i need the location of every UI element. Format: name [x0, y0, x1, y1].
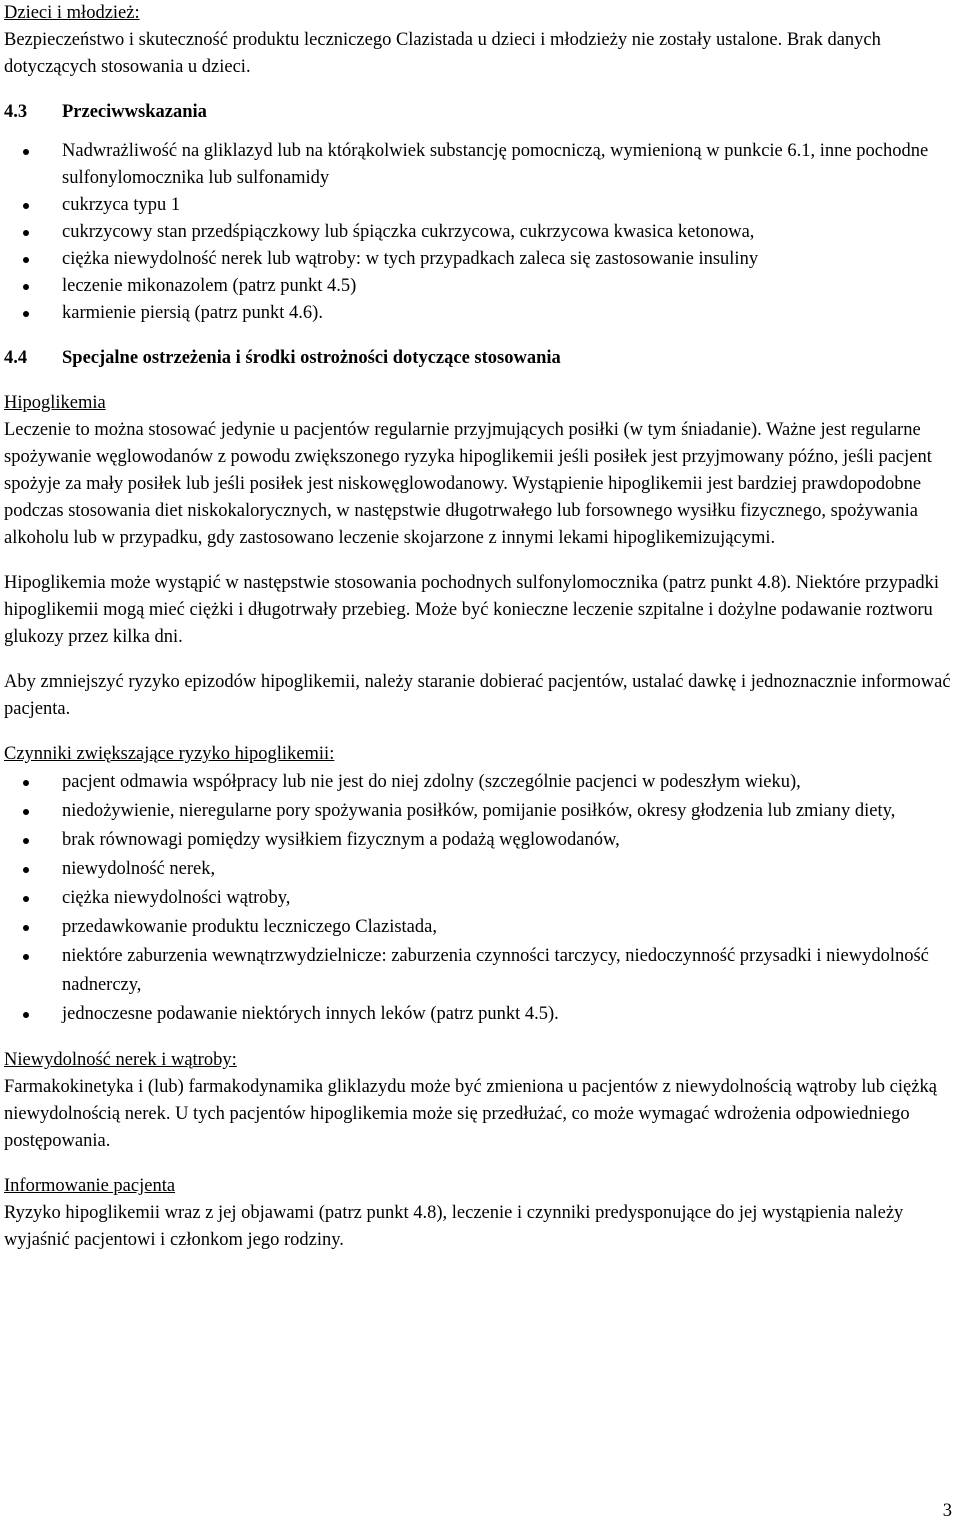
list-item: Nadwrażliwość na gliklazyd lub na którąkolwiek substancję pomocniczą, wymienioną w punkcie 6.1, inne pochodne sulfonylomocznika lub sulfonamidy [4, 138, 954, 192]
list-item: pacjent odmawia współpracy lub nie jest do niej zdolny (szczególnie pacjenci w podeszłym wieku), [4, 768, 954, 797]
list-item: leczenie mikonazolem (patrz punkt 4.5) [4, 273, 954, 300]
risk-factors-list [4, 768, 954, 1029]
list-item: niektóre zaburzenia wewnątrzwydzielnicze: zaburzenia czynności tarczycy, niedoczynność przysadki i niewydolność nadnerczy, [4, 942, 954, 1000]
list-item: ciężka niewydolność nerek lub wątroby: w tych przypadkach zaleca się zastosowanie insuliny [4, 246, 954, 273]
list-item: przedawkowanie produktu leczniczego Clazistada, [4, 913, 954, 942]
list-item: cukrzycowy stan przedśpiączkowy lub śpiączka cukrzycowa, cukrzycowa kwasica ketonowa, [4, 219, 954, 246]
page-number: 3 [942, 1501, 952, 1521]
hypoglycemia-paragraph-3: Aby zmniejszyć ryzyko epizodów hipoglikemii, należy staranie dobierać pacjentów, ustalać dawkę i jednoznacznie informować pacjenta. [4, 672, 951, 719]
document-page [4, 0, 954, 1254]
list-item: jednoczesne podawanie niektórych innych leków (patrz punkt 4.5). [4, 1000, 954, 1029]
list-item: niewydolność nerek, [4, 855, 954, 884]
list-item: ciężka niewydolności wątroby, [4, 884, 954, 913]
section-4-3-number: 4.3 [4, 102, 28, 122]
patient-info-heading: Informowanie pacjenta [4, 1176, 176, 1196]
children-text: Bezpieczeństwo i skuteczność produktu leczniczego Clazistada u dzieci i młodzieży nie zostały ustalone. Brak danych dotyczących stosowania u dzieci. [4, 30, 881, 77]
list-item: karmienie piersią (patrz punkt 4.6). [4, 300, 954, 327]
list-item: brak równowagi pomiędzy wysiłkiem fizycznym a podażą węglowodanów, [4, 826, 954, 855]
section-4-4-heading [4, 345, 954, 372]
children-heading: Dzieci i młodzież: [4, 3, 140, 23]
risk-factors-heading: Czynniki zwiększające ryzyko hipoglikemii: [4, 744, 335, 764]
section-4-3-title: Przeciwwskazania [62, 102, 207, 122]
renal-hepatic-heading: Niewydolność nerek i wątroby: [4, 1050, 237, 1070]
patient-info-text: Ryzyko hipoglikemii wraz z jej objawami (patrz punkt 4.8), leczenie i czynniki predysponujące do jej wystąpienia należy wyjaśnić pacjentowi i członkom jego rodziny. [4, 1203, 904, 1250]
hypoglycemia-heading: Hipoglikemia [4, 393, 106, 413]
section-4-3-heading [4, 99, 954, 126]
section-4-4-title: Specjalne ostrzeżenia i środki ostrożności dotyczące stosowania [62, 348, 561, 368]
contraindications-list [4, 138, 954, 327]
list-item: niedożywienie, nieregularne pory spożywania posiłków, pomijanie posiłków, okresy głodzenia lub zmiany diety, [4, 797, 954, 826]
renal-hepatic-text: Farmakokinetyka i (lub) farmakodynamika gliklazydu może być zmieniona u pacjentów z niewydolnością wątroby lub ciężką niewydolnością nerek. U tych pacjentów hipoglikemia może się przedłużać, co może wymagać wdrożenia odpowiedniego postępowania. [4, 1077, 937, 1151]
hypoglycemia-paragraph-1: Leczenie to można stosować jedynie u pacjentów regularnie przyjmujących posiłki (w tym śniadanie). Ważne jest regularne spożywanie węglowodanów z powodu zwiększonego ryzyka hipoglikemii jeśli posiłek jest przyjmowany późno, jeśli pacjent spożyje za mały posiłek lub jeśli posiłek jest niskowęglowodanowy. Wystąpienie hipoglikemii jest bardziej prawdopodobne podczas stosowania diet niskokalorycznych, w następstwie długotrwałego lub forsownego wysiłku fizycznego, spożywania alkoholu lub w przypadku, gdy zastosowano leczenie skojarzone z innymi lekami hipoglikemizującymi. [4, 420, 932, 548]
section-4-4-number: 4.4 [4, 348, 28, 368]
hypoglycemia-paragraph-2: Hipoglikemia może wystąpić w następstwie stosowania pochodnych sulfonylomocznika (patrz punkt 4.8). Niektóre przypadki hipoglikemii mogą mieć ciężki i długotrwały przebieg. Może być konieczne leczenie szpitalne i dożylne podawanie roztworu glukozy przez kilka dni. [4, 573, 940, 647]
list-item: cukrzyca typu 1 [4, 192, 954, 219]
